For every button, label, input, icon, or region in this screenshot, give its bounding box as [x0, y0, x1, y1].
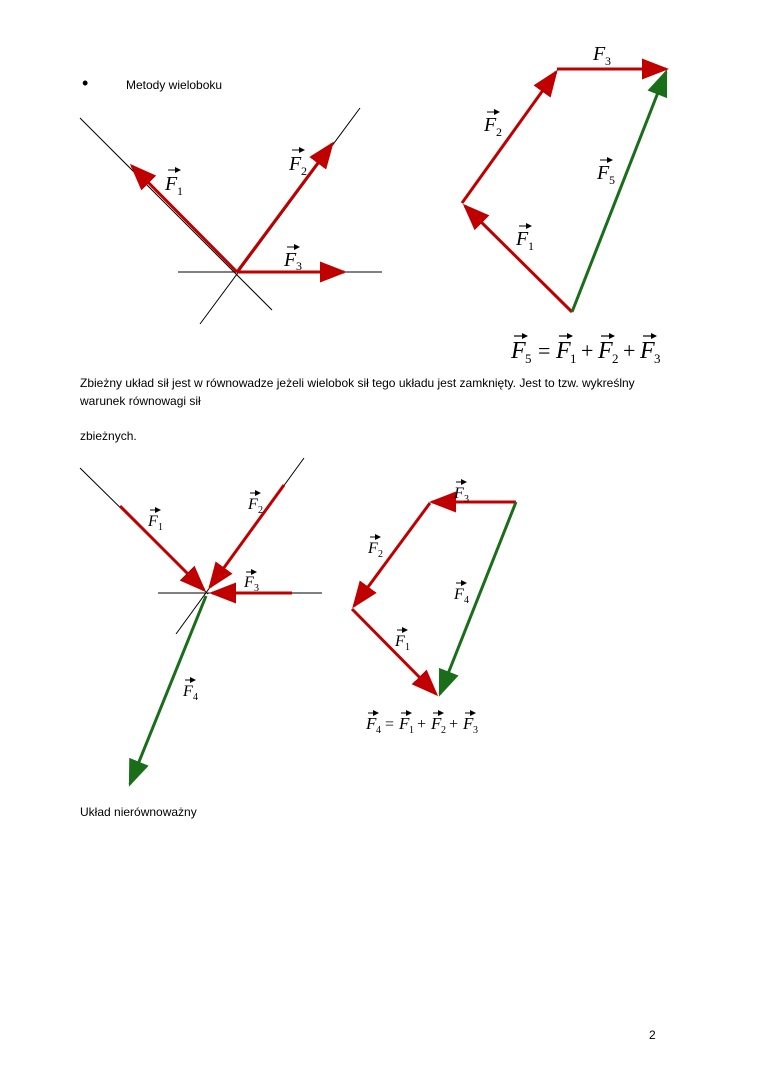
svg-text:2: 2 [378, 549, 383, 560]
polygon1-equation [510, 336, 661, 366]
svg-text:+: + [581, 338, 594, 363]
vector-f4 [130, 596, 206, 784]
vector-f1 [132, 166, 237, 272]
svg-text:3: 3 [473, 725, 478, 736]
svg-text:3: 3 [296, 259, 302, 273]
svg-text:F: F [484, 114, 497, 136]
svg-text:F: F [556, 338, 571, 364]
svg-text:F: F [148, 513, 158, 530]
svg-text:F: F [598, 338, 613, 364]
svg-text:2: 2 [441, 725, 446, 736]
polygon1-vector-f2 [462, 72, 556, 203]
svg-text:F: F [463, 714, 474, 733]
label-f3 [243, 572, 259, 594]
svg-text:4: 4 [376, 725, 381, 736]
caption: Układ nierównoważny [80, 805, 197, 819]
polygon1-label-f2 [483, 112, 502, 139]
svg-text:1: 1 [528, 239, 534, 253]
polygon1-vector-f1 [465, 206, 572, 312]
svg-text:F: F [244, 574, 254, 591]
polygon2-label-f4 [453, 583, 469, 606]
paragraph-line-2: warunek równowagi sił [80, 394, 201, 408]
svg-text:F: F [454, 485, 464, 502]
svg-text:3: 3 [464, 494, 469, 505]
figure1-concurrent-forces [80, 108, 382, 324]
svg-text:F: F [165, 173, 178, 195]
section-title: Metody wieloboku [126, 78, 223, 92]
svg-text:1: 1 [177, 184, 183, 198]
svg-text:F: F [516, 228, 529, 250]
label-f1 [147, 510, 163, 533]
page-number: 2 [649, 1028, 656, 1042]
svg-text:5: 5 [609, 173, 615, 187]
polygon1-label-f1 [515, 226, 534, 253]
svg-text:4: 4 [464, 595, 469, 606]
svg-text:5: 5 [525, 351, 532, 366]
svg-text:F: F [248, 496, 258, 513]
svg-text:F: F [640, 338, 655, 364]
svg-text:2: 2 [496, 125, 502, 139]
svg-text:+: + [417, 716, 427, 733]
label-f3 [283, 247, 302, 273]
svg-text:1: 1 [158, 522, 163, 533]
svg-text:3: 3 [654, 351, 661, 366]
label-f2 [288, 150, 307, 178]
svg-text:F: F [183, 683, 193, 700]
svg-text:F: F [511, 338, 526, 364]
svg-text:F: F [395, 633, 405, 650]
svg-text:F: F [597, 162, 610, 184]
polygon1-label-f3 [592, 43, 611, 68]
polygon2-equation [365, 713, 478, 736]
svg-text:2: 2 [258, 505, 263, 516]
polygon2-label-f1 [394, 630, 410, 653]
svg-text:4: 4 [193, 692, 198, 703]
polygon2-vector-f4 [440, 502, 516, 694]
polygon2-label-f2 [367, 537, 383, 560]
svg-text:F: F [454, 586, 464, 603]
svg-text:F: F [366, 714, 377, 733]
paragraph-line-3: zbieżnych. [80, 429, 137, 443]
polygon1-label-f5 [596, 160, 615, 187]
polygon2-label-f3 [453, 482, 469, 505]
svg-text:2: 2 [612, 351, 619, 366]
label-f2 [247, 493, 263, 516]
svg-text:1: 1 [409, 725, 414, 736]
svg-text:F: F [431, 714, 442, 733]
svg-text:+: + [623, 338, 636, 363]
vector-f1 [120, 506, 204, 590]
polygon2-vector-f2 [354, 503, 430, 606]
bullet: • [82, 73, 89, 93]
svg-text:3: 3 [254, 583, 259, 594]
action-line-1 [80, 118, 272, 310]
svg-text:1: 1 [570, 351, 577, 366]
svg-text:F: F [399, 714, 410, 733]
polygon2-force-polygon [352, 482, 516, 736]
label-f4 [182, 680, 198, 703]
svg-text:=: = [538, 338, 551, 363]
svg-text:3: 3 [605, 54, 611, 68]
polygon1-vector-f5 [572, 72, 666, 312]
paragraph-line-1: Zbieżny układ sił jest w równowadze jeżeli wielobok sił tego układu jest zamknięty. Jest to tzw. wykreślny [80, 376, 635, 390]
polygon2-vector-f1 [352, 609, 436, 694]
polygon1-force-polygon [462, 43, 666, 366]
figure2-converging-forces [80, 458, 322, 784]
svg-text:F: F [368, 540, 378, 557]
svg-text:2: 2 [301, 164, 307, 178]
svg-text:=: = [385, 716, 395, 733]
svg-text:F: F [289, 153, 302, 175]
svg-text:1: 1 [405, 642, 410, 653]
svg-text:F: F [284, 249, 297, 271]
svg-text:+: + [449, 716, 459, 733]
label-f1 [164, 170, 183, 198]
svg-text:F: F [593, 43, 606, 65]
